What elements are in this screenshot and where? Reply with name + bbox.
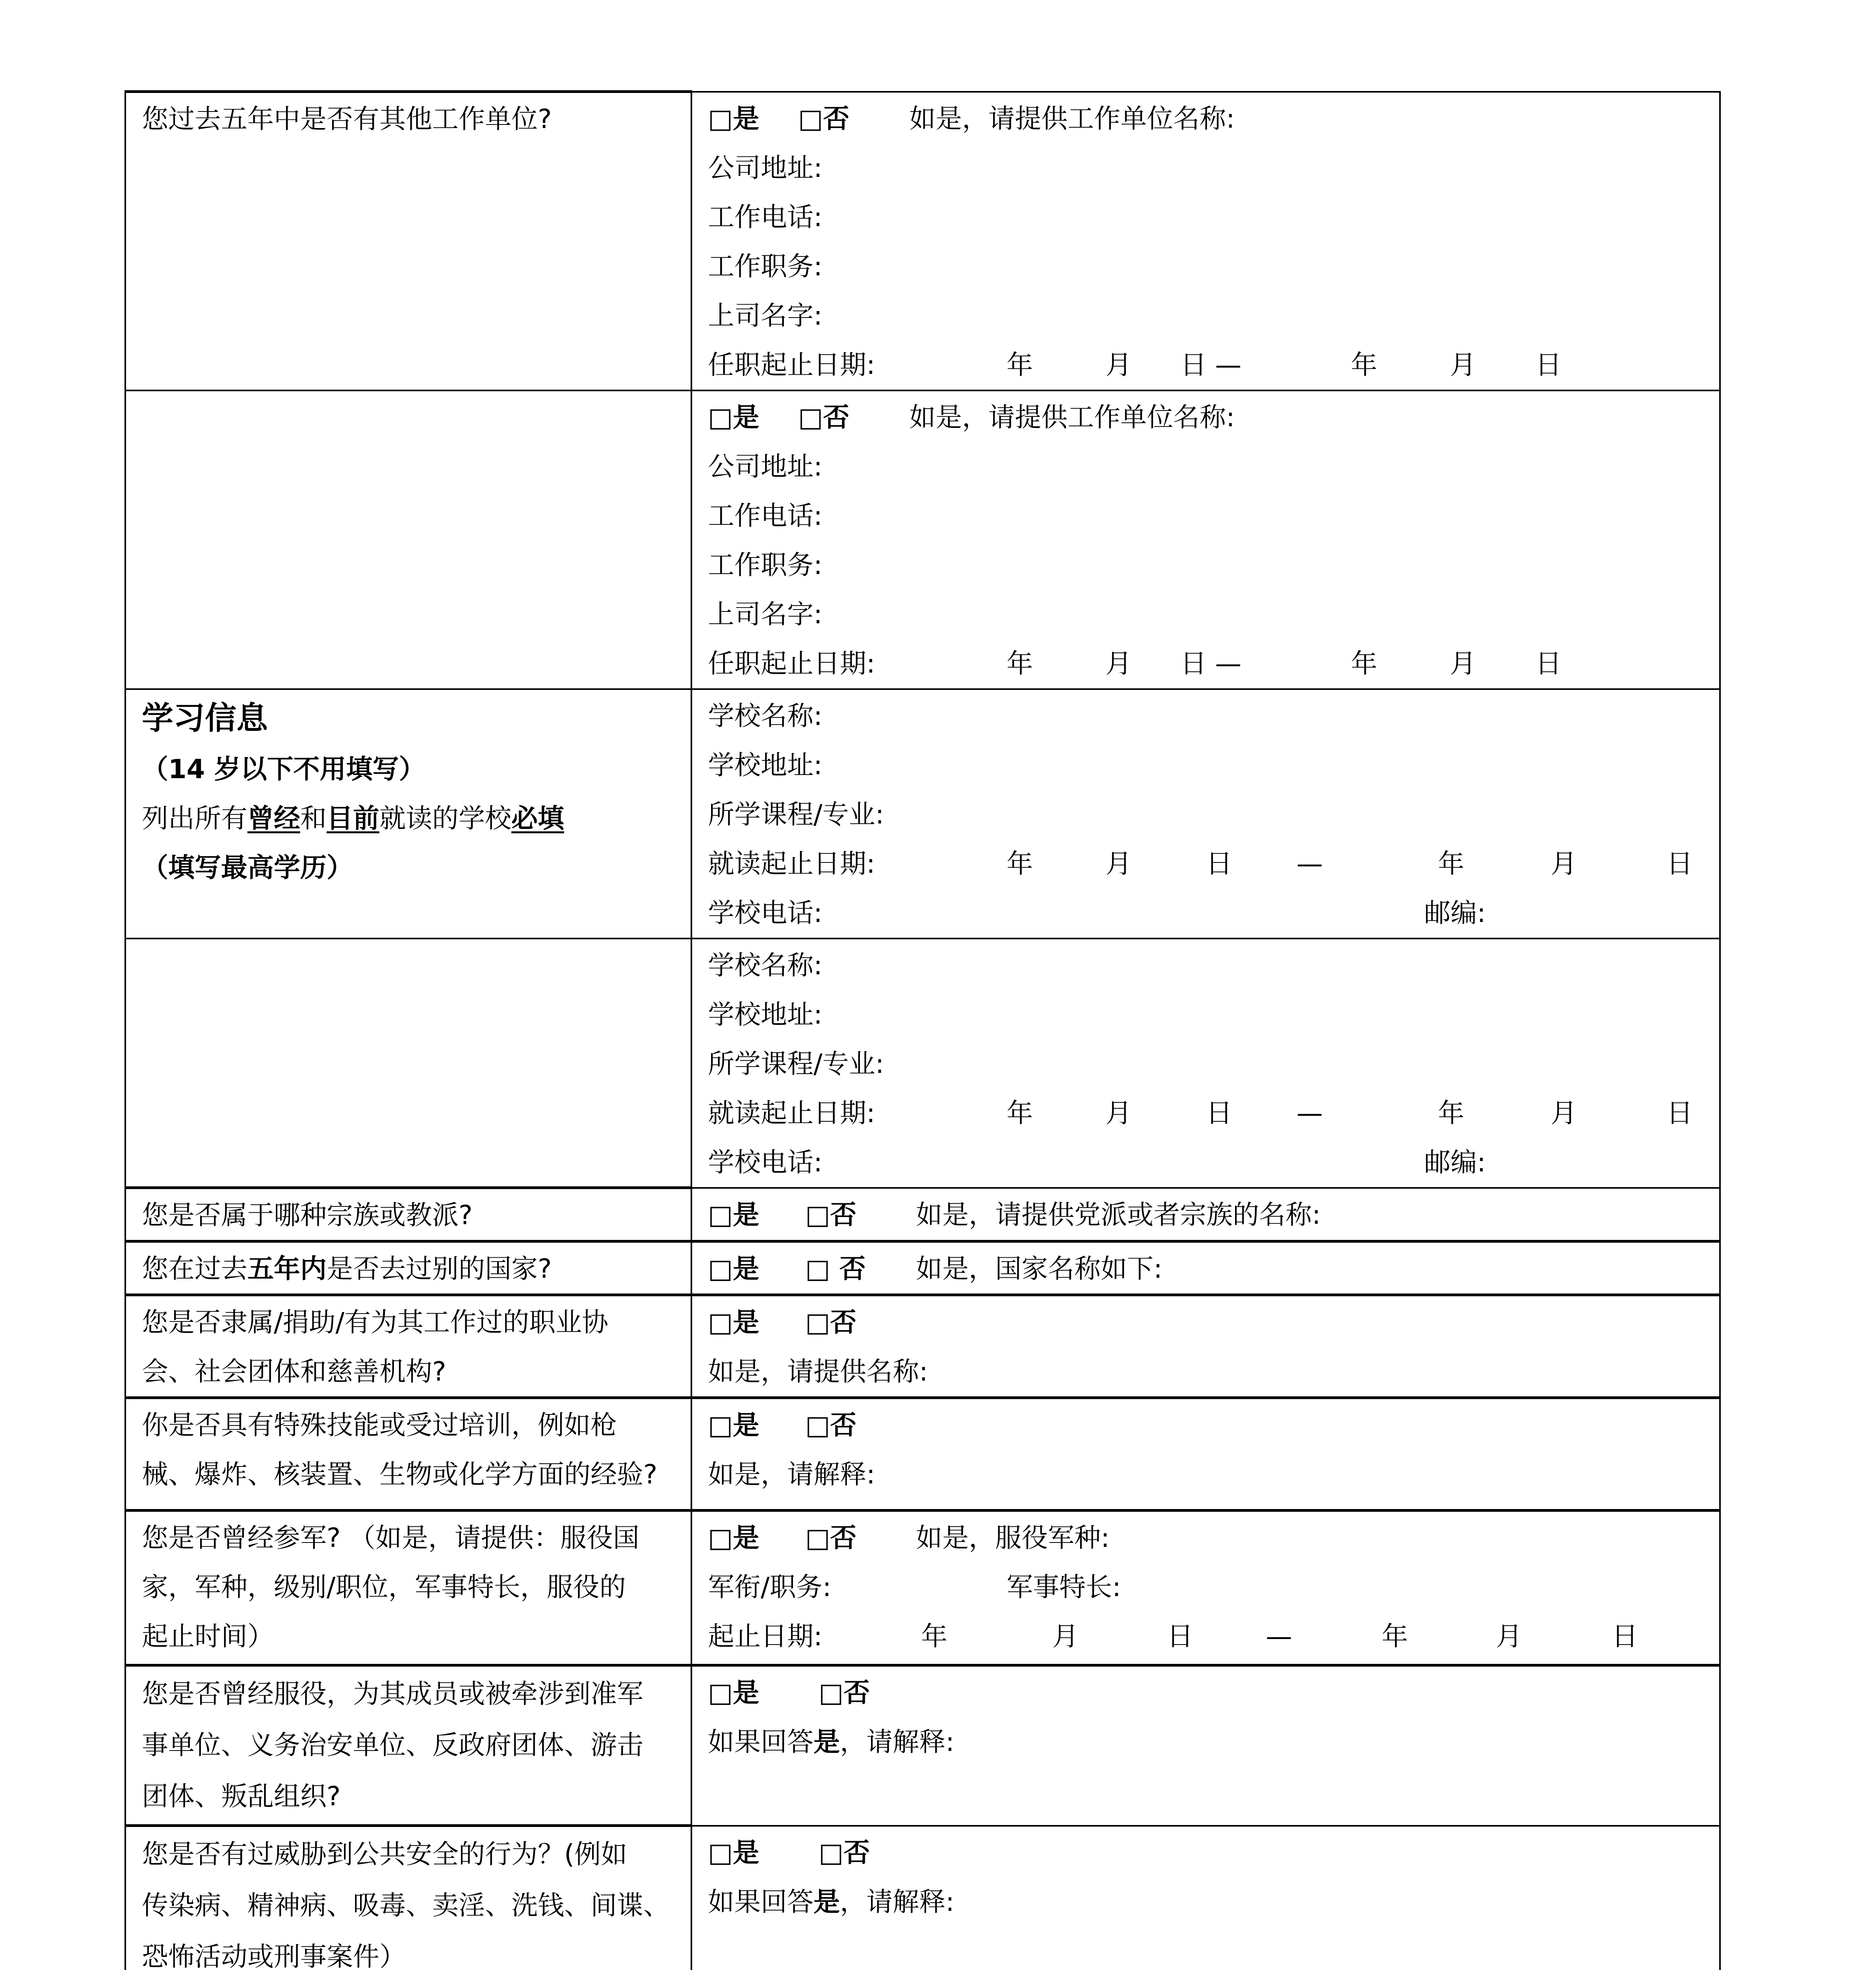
school-phone-label: 学校电话:	[708, 1147, 823, 1178]
school-phone-row	[708, 888, 1703, 938]
associations-yes-no-row	[708, 1298, 1703, 1347]
instruction-emphasis-current: 目前	[327, 803, 379, 834]
public-safety-question-cell	[125, 1826, 691, 1970]
religion-question-cell	[125, 1188, 691, 1241]
work-phone-label: 工作电话:	[708, 500, 823, 531]
end-day-label: 日	[1612, 1621, 1638, 1652]
skills-question-line: 械、爆炸、核装置、生物或化学方面的经验?	[142, 1459, 658, 1490]
education-row-2	[125, 939, 1720, 1188]
religion-prompt: 如是，请提供党派或者宗族的名称:	[916, 1199, 1321, 1230]
work-position-label: 工作职务:	[708, 549, 823, 580]
travel-answer-cell	[691, 1241, 1720, 1295]
military-row	[125, 1511, 1720, 1665]
school-dates-row	[708, 1089, 1703, 1138]
paramilitary-question-line: 事单位、义务治安单位、反政府团体、游击	[142, 1730, 643, 1760]
public-safety-question-line: 传染病、精神病、吸毒、卖淫、洗钱、间谍、	[142, 1890, 670, 1921]
instruction-text: 和	[300, 803, 327, 834]
school-name-label: 学校名称:	[708, 950, 823, 981]
travel-question-emphasis: 五年内	[247, 1253, 327, 1284]
end-month-label: 月	[1551, 848, 1577, 879]
school-postcode-label: 邮编:	[1424, 897, 1486, 928]
end-year-label: 年	[1438, 848, 1464, 879]
work-phone-label: 工作电话:	[708, 201, 823, 232]
explain-emphasis: 是	[814, 1886, 840, 1917]
end-day-label: 日	[1535, 349, 1562, 380]
education-section-title: 学习信息	[142, 699, 268, 736]
associations-question-cell	[125, 1295, 691, 1398]
start-year-label: 年	[1007, 349, 1033, 380]
end-year-label: 年	[1438, 1097, 1464, 1128]
start-year-label: 年	[921, 1621, 947, 1652]
school-postcode-label: 邮编:	[1424, 1147, 1486, 1178]
employment-empty-cell	[125, 390, 691, 689]
education-section-cell	[125, 689, 691, 939]
paramilitary-yes-no-row	[708, 1668, 1703, 1717]
employment-row-1	[125, 92, 1720, 390]
school-name-label: 学校名称:	[708, 700, 823, 731]
explain-text: 如果回答	[708, 1886, 814, 1917]
associations-yes-checkbox[interactable]: □是	[708, 1307, 760, 1338]
travel-row	[125, 1241, 1720, 1295]
employment-yes-no-row	[708, 94, 1703, 143]
employment-yes-checkbox[interactable]: □是	[708, 401, 760, 433]
military-answer-cell	[691, 1511, 1720, 1665]
military-question-line: 家，军种，级别/职位，军事特长，服役的	[142, 1572, 626, 1602]
military-question-cell	[125, 1511, 691, 1665]
paramilitary-question-line: 团体、叛乱组织?	[142, 1781, 341, 1812]
end-year-label: 年	[1351, 349, 1377, 380]
travel-question-text: 您在过去	[142, 1253, 247, 1284]
travel-question	[142, 1244, 675, 1294]
education-age-note: （14 岁以下不用填写）	[142, 753, 425, 784]
start-month-label: 月	[1105, 349, 1132, 380]
school-dates-label: 就读起止日期:	[708, 848, 875, 879]
explain-text: ，请解释:	[840, 1886, 955, 1917]
school-major-label: 所学课程/专业:	[708, 799, 884, 830]
skills-question-line: 你是否具有特殊技能或受过培训，例如枪	[142, 1410, 617, 1440]
paramilitary-row	[125, 1665, 1720, 1826]
travel-question-text: 是否去过别的国家?	[327, 1253, 552, 1284]
public-safety-no-checkbox[interactable]: □否	[819, 1837, 870, 1868]
start-day-label: 日	[1167, 1621, 1193, 1652]
application-form-table	[124, 90, 1721, 1970]
end-year-label: 年	[1382, 1621, 1408, 1652]
date-range-dash: —	[1296, 1097, 1323, 1128]
skills-row	[125, 1398, 1720, 1511]
religion-question: 您是否属于哪种宗族或教派?	[142, 1200, 473, 1230]
instruction-text: 列出所有	[142, 803, 247, 834]
military-specialty-label: 军事特长:	[1007, 1572, 1121, 1602]
travel-no-checkbox[interactable]: □ 否	[805, 1253, 866, 1284]
start-day-label: 日	[1206, 848, 1232, 879]
school-address-label: 学校地址:	[708, 999, 823, 1030]
employment-details-cell-1	[691, 92, 1720, 390]
public-safety-yes-checkbox[interactable]: □是	[708, 1837, 760, 1868]
end-month-label: 月	[1450, 349, 1476, 380]
associations-prompt: 如是，请提供名称:	[708, 1356, 928, 1387]
supervisor-name-label: 上司名字:	[708, 598, 823, 630]
start-month-label: 月	[1105, 648, 1132, 679]
school-dates-row	[708, 839, 1703, 888]
paramilitary-no-checkbox[interactable]: □否	[819, 1677, 870, 1708]
work-position-label: 工作职务:	[708, 251, 823, 282]
religion-answer-cell	[691, 1188, 1720, 1241]
end-year-label: 年	[1351, 648, 1377, 679]
associations-question-line: 会、社会团体和慈善机构?	[142, 1356, 446, 1387]
education-level-note: （填写最高学历）	[142, 852, 353, 883]
employment-no-checkbox[interactable]: □否	[798, 103, 850, 134]
explain-text: ，请解释:	[840, 1727, 955, 1757]
employment-dates-label: 任职起止日期:	[708, 648, 875, 679]
start-day-label: 日 —	[1180, 648, 1242, 679]
company-address-label: 公司地址:	[708, 451, 823, 482]
skills-no-checkbox[interactable]: □否	[805, 1410, 857, 1440]
education-empty-cell	[125, 939, 691, 1188]
military-yes-checkbox[interactable]: □是	[708, 1522, 760, 1553]
travel-prompt: 如是，国家名称如下:	[916, 1253, 1163, 1284]
religion-yes-checkbox[interactable]: □是	[708, 1199, 760, 1230]
paramilitary-answer-cell	[691, 1665, 1720, 1826]
explain-emphasis: 是	[814, 1727, 840, 1757]
military-rank-row	[708, 1563, 1703, 1612]
religion-yes-no-row	[708, 1190, 1703, 1240]
associations-row	[125, 1295, 1720, 1398]
employment-question: 您过去五年中是否有其他工作单位?	[142, 104, 552, 134]
school-phone-row	[708, 1138, 1703, 1187]
start-month-label: 月	[1105, 848, 1132, 879]
associations-no-checkbox[interactable]: □否	[805, 1307, 857, 1338]
school-details-cell-1	[691, 689, 1720, 939]
public-safety-row	[125, 1826, 1720, 1970]
end-day-label: 日	[1666, 1097, 1693, 1128]
start-month-label: 月	[1105, 1097, 1132, 1128]
paramilitary-question-cell	[125, 1665, 691, 1826]
religion-no-checkbox[interactable]: □否	[805, 1199, 857, 1230]
paramilitary-question-line: 您是否曾经服役，为其成员或被牵涉到准军	[142, 1678, 643, 1709]
associations-answer-cell	[691, 1295, 1720, 1398]
military-dates-row	[708, 1612, 1703, 1661]
associations-question-line: 您是否隶属/捐助/有为其工作过的职业协	[142, 1307, 609, 1338]
employment-dates-row	[708, 639, 1703, 688]
employment-dates-row	[708, 340, 1703, 390]
military-branch-label: 如是，服役军种:	[916, 1522, 1110, 1553]
skills-yes-no-row	[708, 1401, 1703, 1450]
employment-yes-no-row	[708, 393, 1703, 442]
public-safety-question-line: 您是否有过威胁到公共安全的行为？(例如	[142, 1839, 628, 1870]
skills-answer-cell	[691, 1398, 1720, 1511]
public-safety-question-line: 恐怖活动或刑事案件）	[142, 1941, 406, 1970]
start-day-label: 日	[1206, 1097, 1232, 1128]
school-major-label: 所学课程/专业:	[708, 1048, 884, 1079]
school-phone-label: 学校电话:	[708, 897, 823, 928]
military-rank-label: 军衔/职务:	[708, 1572, 832, 1602]
start-day-label: 日 —	[1180, 349, 1242, 380]
military-question-line: 您是否曾经参军? （如是，请提供：服役国	[142, 1522, 639, 1553]
school-details-cell-2	[691, 939, 1720, 1188]
end-month-label: 月	[1496, 1621, 1522, 1652]
employment-question-cell	[125, 92, 691, 390]
paramilitary-yes-checkbox[interactable]: □是	[708, 1677, 760, 1708]
employment-name-prompt: 如是，请提供工作单位名称:	[909, 103, 1235, 134]
date-range-dash: —	[1296, 848, 1323, 879]
explain-text: 如果回答	[708, 1727, 814, 1757]
travel-yes-checkbox[interactable]: □是	[708, 1253, 760, 1284]
end-day-label: 日	[1535, 648, 1562, 679]
public-safety-answer-cell	[691, 1826, 1720, 1970]
military-yes-no-row	[708, 1513, 1703, 1563]
employment-yes-checkbox[interactable]: □是	[708, 103, 760, 134]
instruction-text: 就读的学校	[379, 803, 511, 834]
education-instruction	[142, 794, 675, 843]
start-year-label: 年	[1007, 1097, 1033, 1128]
paramilitary-explain-prompt	[708, 1717, 1703, 1767]
instruction-emphasis-required: 必填	[511, 803, 564, 834]
end-month-label: 月	[1450, 648, 1476, 679]
skills-question-cell	[125, 1398, 691, 1511]
public-safety-explain-prompt	[708, 1877, 1703, 1927]
instruction-emphasis-past: 曾经	[247, 803, 300, 834]
travel-question-cell	[125, 1241, 691, 1295]
education-row-1	[125, 689, 1720, 939]
company-address-label: 公司地址:	[708, 152, 823, 183]
military-no-checkbox[interactable]: □否	[805, 1522, 857, 1553]
skills-prompt: 如是，请解释:	[708, 1459, 875, 1490]
travel-yes-no-row	[708, 1244, 1703, 1294]
date-range-dash: —	[1266, 1621, 1292, 1652]
supervisor-name-label: 上司名字:	[708, 300, 823, 331]
end-month-label: 月	[1551, 1097, 1577, 1128]
military-dates-label: 起止日期:	[708, 1621, 823, 1652]
employment-no-checkbox[interactable]: □否	[798, 401, 850, 433]
employment-row-2	[125, 390, 1720, 689]
school-address-label: 学校地址:	[708, 749, 823, 781]
religion-row	[125, 1188, 1720, 1241]
start-year-label: 年	[1007, 848, 1033, 879]
end-day-label: 日	[1666, 848, 1693, 879]
start-month-label: 月	[1052, 1621, 1079, 1652]
employment-details-cell-2	[691, 390, 1720, 689]
public-safety-yes-no-row	[708, 1828, 1703, 1877]
skills-yes-checkbox[interactable]: □是	[708, 1410, 760, 1440]
start-year-label: 年	[1007, 648, 1033, 679]
military-question-line: 起止时间）	[142, 1621, 274, 1652]
employment-name-prompt: 如是，请提供工作单位名称:	[909, 401, 1235, 433]
school-dates-label: 就读起止日期:	[708, 1097, 875, 1128]
employment-dates-label: 任职起止日期:	[708, 349, 875, 380]
